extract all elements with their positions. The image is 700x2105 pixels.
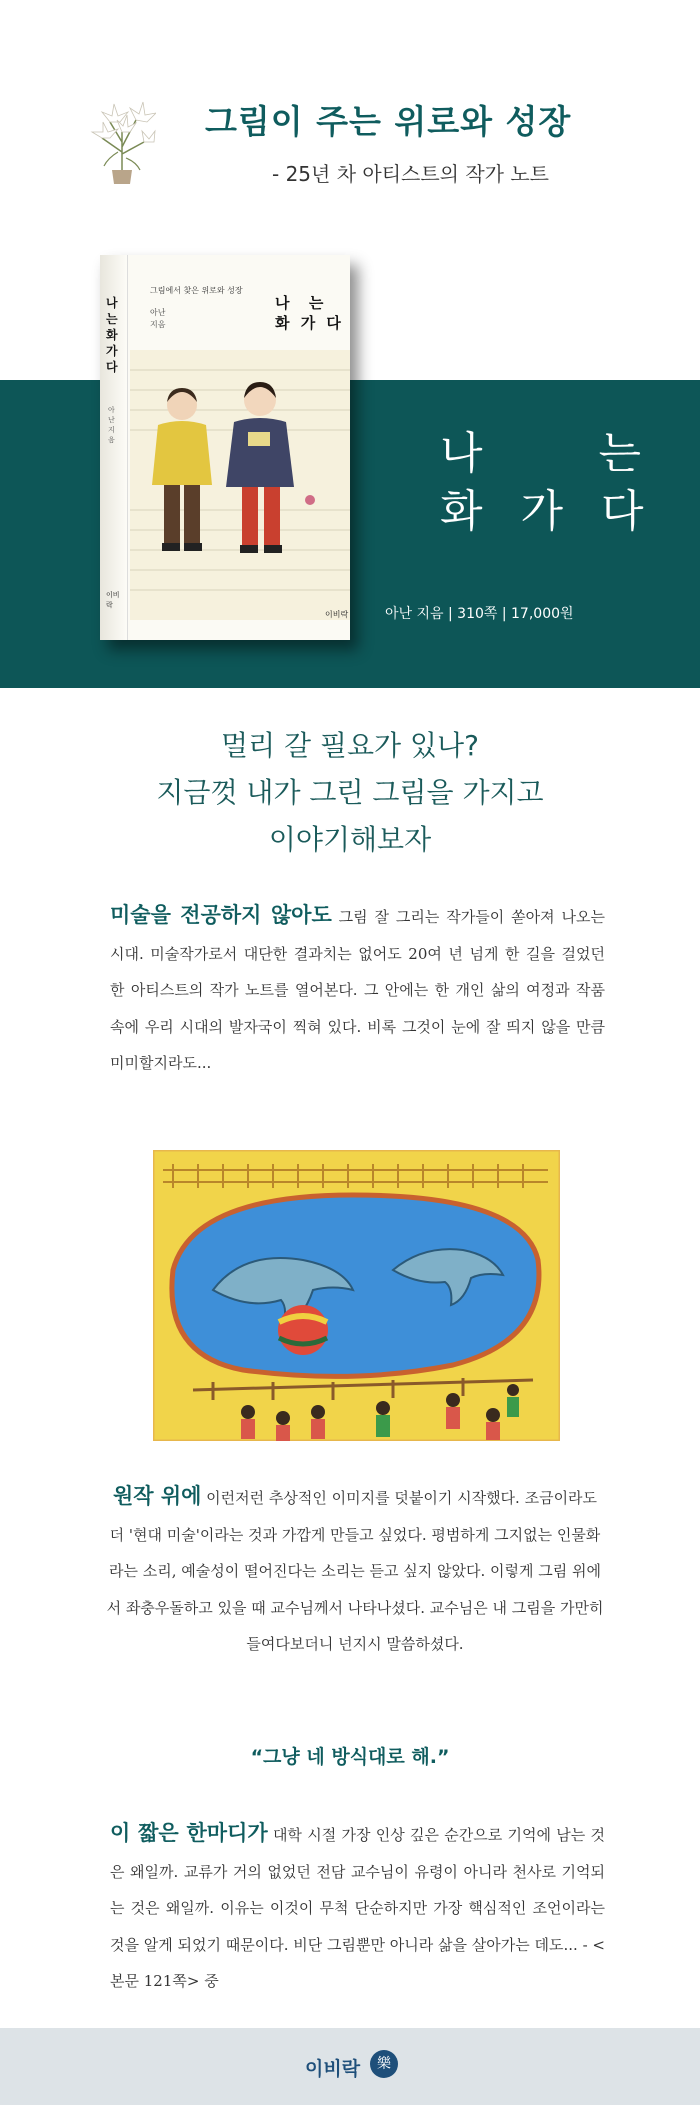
cover-illustration [130,350,350,620]
cover-tagline: 그림에서 찾은 위로와 성장 [150,286,243,295]
cover-publisher: 이비락 [325,610,349,619]
paragraph-lead: 미술을 전공하지 않아도 [110,903,332,927]
spine-publisher: 이비락 [106,591,120,609]
cover-title: 나 는 화 가 다 [275,294,344,332]
tagline [0,722,700,863]
quote: “그냥 네 방식대로 해.” [250,1746,450,1768]
header [0,0,700,225]
spine-title: 나는 화가다 [106,296,118,374]
tagline-line: 멀리 갈 필요가 있나? [221,729,479,762]
tagline-line: 지금껏 내가 그린 그림을 가지고 [156,776,544,809]
lily-vase-icon [88,92,156,184]
middle-paragraph [105,1478,605,1663]
band-title: 나 는 화 가 다 [440,428,656,537]
publisher-logo: 이비락 [305,2058,361,2080]
paragraph-body: 그림 잘 그리는 작가들이 쏟아져 나오는 시대. 미술작가로서 대단한 결과치는 없어도 20여 년 넘게 한 길을 걸었던 한 아티스트의 작가 노트를 열어본다. 그 안에는 한 개인 삶의 여정과 작품 속에 우리 시대의 발자국이 찍혀 있다. 비록 그것이 눈에 잘 띄지 않을 만큼 미미할지라도... [110,908,605,1072]
paragraph-body: 이런저런 추상적인 이미지를 덧붙이기 시작했다. 조금이라도 더 '현대 미술'이라는 것과 가깝게 만들고 싶었다. 평범하게 그지없는 인물화라는 소리, 예술성이 떨어진다는 소리는 듣고 싶지 않았다. 이렇게 그림 위에서 좌충우돌하고 있을 때 교수님께서 나타나셨다. 교수님은 내 그림을 가만히 들여다보더니 넌지시 말씀하셨다. [106,1489,604,1653]
book-info: 아난 지음 | 310쪽 | 17,000원 [385,606,574,622]
cover-author: 아난 지음 [150,308,166,329]
paragraph-lead: 원작 위에 [112,1484,202,1508]
dolphin-painting [153,1150,560,1441]
page-title: 그림이 주는 위로와 성장 [205,102,572,141]
page-subtitle: - 25년 차 아티스트의 작가 노트 [272,162,549,186]
intro-paragraph [110,897,605,1082]
spine-author: 아난 지음 [108,406,115,444]
publisher-mark-icon: 樂 [370,2050,398,2078]
book-cover [100,255,350,640]
paragraph-lead: 이 짧은 한마디가 [110,1821,268,1845]
tagline-line: 이야기해보자 [268,823,432,856]
closing-paragraph [110,1815,605,2000]
book-spine [100,255,128,640]
paragraph-body: 대학 시절 가장 인상 깊은 순간으로 기억에 남는 것은 왜일까. 교류가 거의 없었던 전담 교수님이 유령이 아니라 천사로 기억되는 것은 왜일까. 이유는 이것이 무척 단순하지만 가장 핵심적인 조언이라는 것을 알게 되었기 때문이다. 비단 그림뿐만 아니라 삶을 살아가는 데도... - <본문 121쪽> 중 [110,1826,605,1990]
